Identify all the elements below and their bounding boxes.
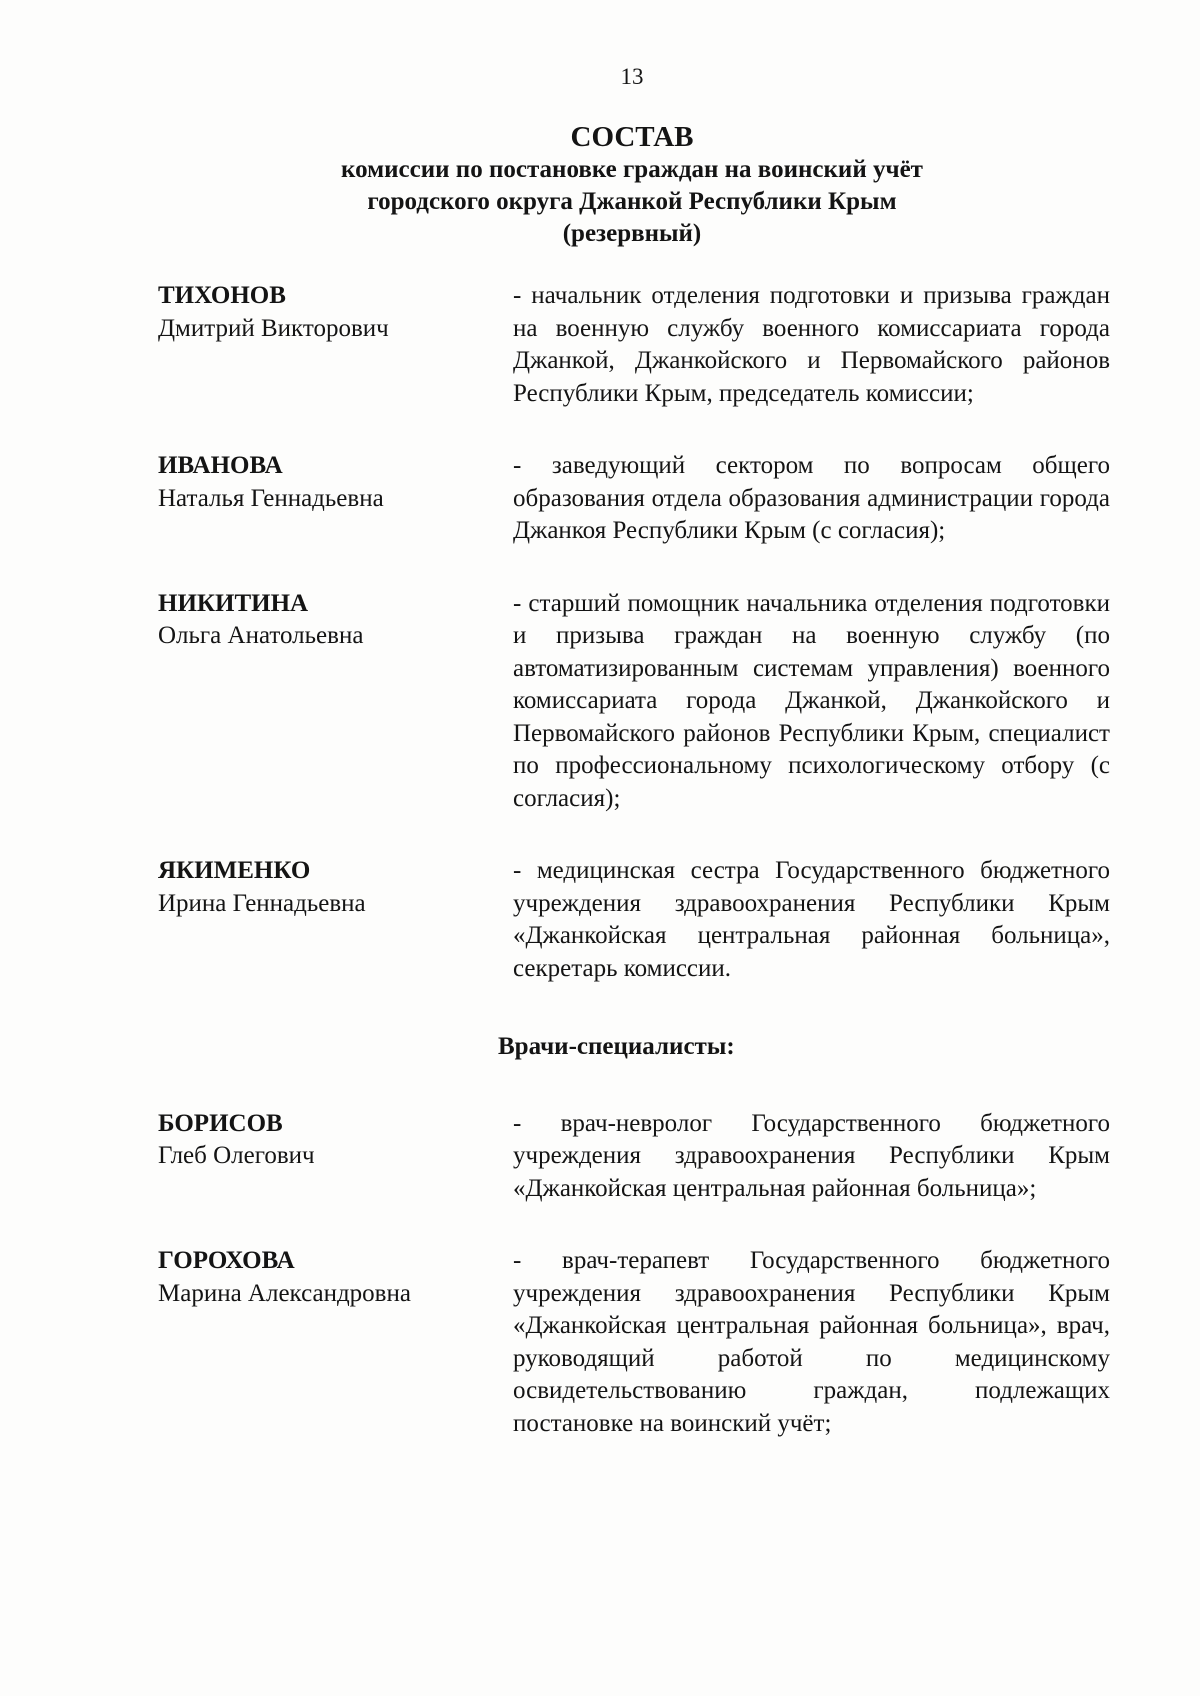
member-role: - заведующий сектором по вопросам общего образования отдела образования администрации города Джанкоя Республики Крым (с согласия); xyxy=(513,452,1110,544)
document-subtitle-line: городского округа Джанкой Республики Крым xyxy=(367,188,897,215)
member-name xyxy=(158,1245,488,1310)
document-subtitle-line: комиссии по постановке граждан на воинский учёт xyxy=(341,156,923,183)
member-entry xyxy=(158,450,1110,548)
member-name xyxy=(158,588,488,653)
page-number: 13 xyxy=(620,64,644,89)
member-entry xyxy=(158,280,1110,410)
member-role: - начальник отделения подготовки и призыва граждан на военную службу военного комиссариата города Джанкой, Джанкойского и Первомайского районов Республики Крым, председатель комиссии; xyxy=(513,282,1110,407)
member-surname: ИВАНОВА xyxy=(158,452,283,479)
title-block xyxy=(0,120,1200,250)
member-role: - врач-терапевт Государственного бюджетного учреждения здравоохранения Республики Крым «Джанкойская центральная районная больница», врач, руководящий работой по медицинскому освидетельствованию граждан, подлежащих постановке на воинский учёт; xyxy=(513,1247,1110,1437)
specialist-entry xyxy=(158,1245,1110,1440)
member-name xyxy=(158,1108,488,1173)
member-given-name: Наталья Геннадьевна xyxy=(158,484,384,512)
member-given-name: Марина Александровна xyxy=(158,1279,411,1307)
member-name xyxy=(158,280,488,345)
specialists-heading: Врачи-специалисты: xyxy=(498,1033,735,1060)
member-role: - медицинская сестра Государственного бюджетного учреждения здравоохранения Республики Крым «Джанкойская центральная районная больница», секретарь комиссии. xyxy=(513,857,1110,982)
member-surname: ЯКИМЕНКО xyxy=(158,857,311,884)
member-list xyxy=(158,280,1110,1440)
member-surname: ГОРОХОВА xyxy=(158,1247,295,1274)
specialist-entry xyxy=(158,1108,1110,1206)
document-title: СОСТАВ xyxy=(570,121,694,153)
member-given-name: Ирина Геннадьевна xyxy=(158,889,366,917)
member-surname: ТИХОНОВ xyxy=(158,282,286,309)
member-surname: БОРИСОВ xyxy=(158,1109,283,1137)
member-given-name: Ольга Анатольевна xyxy=(158,622,364,649)
member-role: - врач-невролог Государственного бюджетного учреждения здравоохранения Республики Крым «Джанкойская центральная районная больница»; xyxy=(513,1109,1110,1202)
member-name xyxy=(158,450,488,515)
member-given-name: Дмитрий Викторович xyxy=(158,314,389,342)
member-entry xyxy=(158,588,1110,816)
member-name xyxy=(158,855,488,920)
document-subtitle-line: (резервный) xyxy=(562,220,702,247)
member-entry xyxy=(158,855,1110,985)
member-given-name: Глеб Олегович xyxy=(158,1142,315,1169)
member-role: - старший помощник начальника отделения подготовки и призыва граждан на военную службу (по автоматизированным системам управления) военного комиссариата города Джанкой, Джанкойского и Первомайского районов Республики Крым, специалист по профессиональному психологическому отбору (с согласия); xyxy=(513,589,1110,812)
member-surname: НИКИТИНА xyxy=(158,589,309,617)
